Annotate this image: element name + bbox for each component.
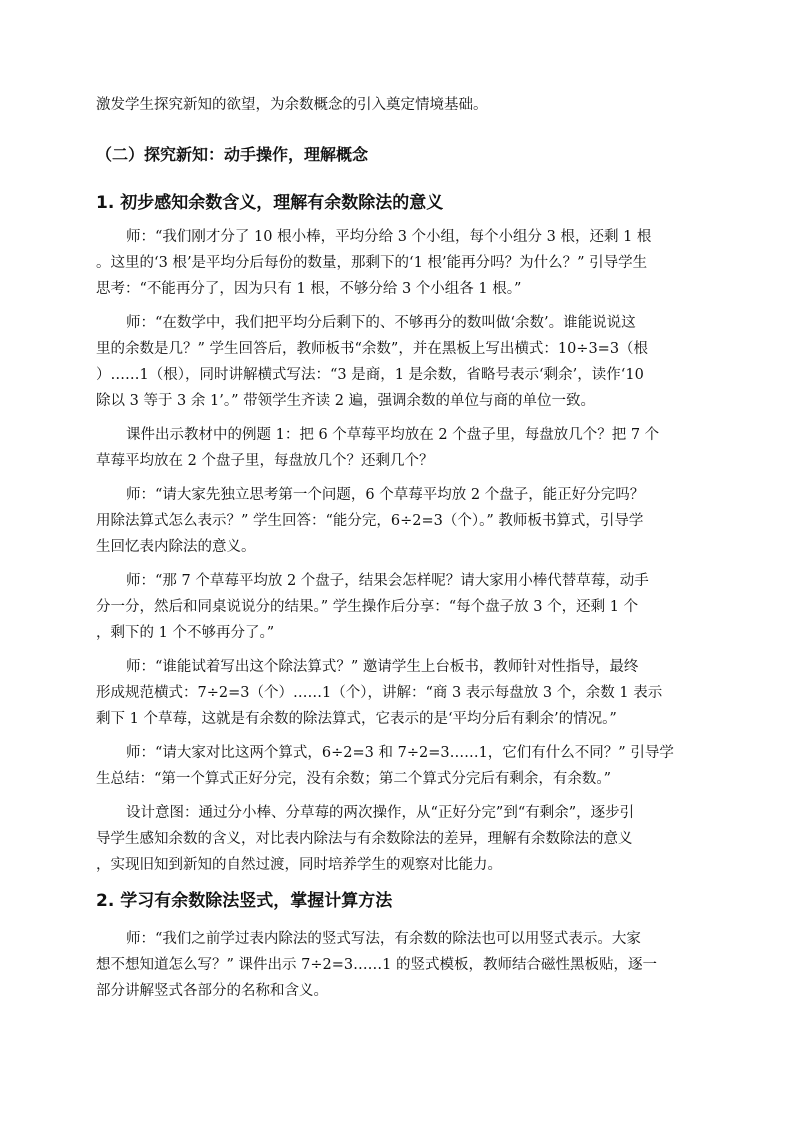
text-line: 草莓平均放在 2 个盘子里，每盘放几个？还剩几个？	[96, 453, 434, 469]
subsection-heading-2	[96, 886, 700, 916]
text-line: 分一分，然后和同桌说说分的结果。” 学生操作后分享：“每个盘子放 3 个，还剩 1 个	[96, 599, 639, 615]
paragraph-9	[96, 926, 700, 1004]
text-line: 想不想知道怎么写？” 课件出示 7÷2=3……1 的竖式模板，教师结合磁性黑板贴，逐一	[96, 957, 657, 973]
text-line: 部分讲解竖式各部分的名称和含义。	[96, 983, 328, 999]
text-line: 师：“在数学中，我们把平均分后剩下的、不够再分的数叫做‘余数’。谁能说说这	[126, 315, 636, 331]
intro-paragraph	[96, 92, 700, 118]
text-line: 师：“我们刚才分了 10 根小棒，平均分给 3 个小组，每个小组分 3 根，还剩 1 根	[126, 229, 652, 245]
paragraph-1	[96, 224, 700, 302]
subsection-heading-1	[96, 188, 700, 218]
text-line: ，剩下的 1 个不够再分了。”	[96, 625, 275, 641]
text-line: 生总结：“第一个算式正好分完，没有余数；第二个算式分完后有剩余，有余数。”	[96, 771, 612, 787]
text-line: ，实现旧知到新知的自然过渡，同时培养学生的观察对比能力。	[96, 857, 502, 873]
text-line: 师：“那 7 个草莓平均放 2 个盘子，结果会怎样呢？请大家用小棒代替草莓，动手	[126, 573, 649, 589]
text-line: 师：“请大家对比这两个算式，6÷2=3 和 7÷2=3……1，它们有什么不同？” 引导学	[126, 745, 674, 761]
text-line: 激发学生探究新知的欲望，为余数概念的引入奠定情境基础。	[96, 97, 488, 113]
text-line: 生回忆表内除法的意义。	[96, 539, 256, 555]
paragraph-2	[96, 310, 700, 414]
text-line: 设计意图：通过分小棒、分草莓的两次操作，从“正好分完”到“有剩余”，逐步引	[126, 805, 635, 821]
text-line: 师：“我们之前学过表内除法的竖式写法，有余数的除法也可以用竖式表示。大家	[126, 931, 641, 947]
section-heading-text: （二）探究新知：动手操作，理解概念	[96, 145, 369, 164]
paragraph-3	[96, 422, 700, 474]
text-line: 课件出示教材中的例题 1：把 6 个草莓平均放在 2 个盘子里，每盘放几个？把 7 个	[126, 427, 660, 443]
section-heading	[96, 140, 700, 170]
text-line: 剩下 1 个草莓，这就是有余数的除法算式，它表示的是‘平均分后有剩余’的情况。”	[96, 711, 617, 727]
text-line: 形成规范横式：7÷2=3（个）……1（个），讲解：“商 3 表示每盘放 3 个，余数 1 表示	[96, 685, 663, 701]
text-line: 师：“谁能试着写出这个除法算式？” 邀请学生上台板书，教师针对性指导，最终	[126, 659, 639, 675]
text-line: ）……1（根），同时讲解横式写法：“3 是商，1 是余数，省略号表示‘剩余’，读作‘10	[96, 367, 644, 383]
paragraph-5	[96, 568, 700, 646]
text-line: 。这里的‘3 根’是平均分后每份的数量，那剩下的‘1 根’能再分吗？为什么？” 引导学生	[96, 255, 648, 271]
paragraph-6	[96, 654, 700, 732]
design-intent-paragraph	[96, 800, 700, 878]
subsection-heading-2-text: 2. 学习有余数除法竖式，掌握计算方法	[96, 891, 393, 911]
subsection-heading-1-text: 1. 初步感知余数含义，理解有余数除法的意义	[96, 193, 444, 213]
text-line: 师：“请大家先独立思考第一个问题，6 个草莓平均放 2 个盘子，能正好分完吗？	[126, 487, 645, 503]
text-line: 思考：“不能再分了，因为只有 1 根，不够分给 3 个小组各 1 根。”	[96, 281, 522, 297]
paragraph-4	[96, 482, 700, 560]
text-line: 导学生感知余数的含义，对比表内除法与有余数除法的差异，理解有余数除法的意义	[96, 831, 633, 847]
text-line: 用除法算式怎么表示？” 学生回答：“能分完，6÷2=3（个）。” 教师板书算式，引导学	[96, 513, 644, 529]
text-line: 里的余数是几？” 学生回答后，教师板书“余数”，并在黑板上写出横式：10÷3=3（根	[96, 341, 649, 357]
paragraph-7	[96, 740, 700, 792]
text-line: 除以 3 等于 3 余 1’。” 带领学生齐读 2 遍，强调余数的单位与商的单位一致。	[96, 393, 596, 409]
